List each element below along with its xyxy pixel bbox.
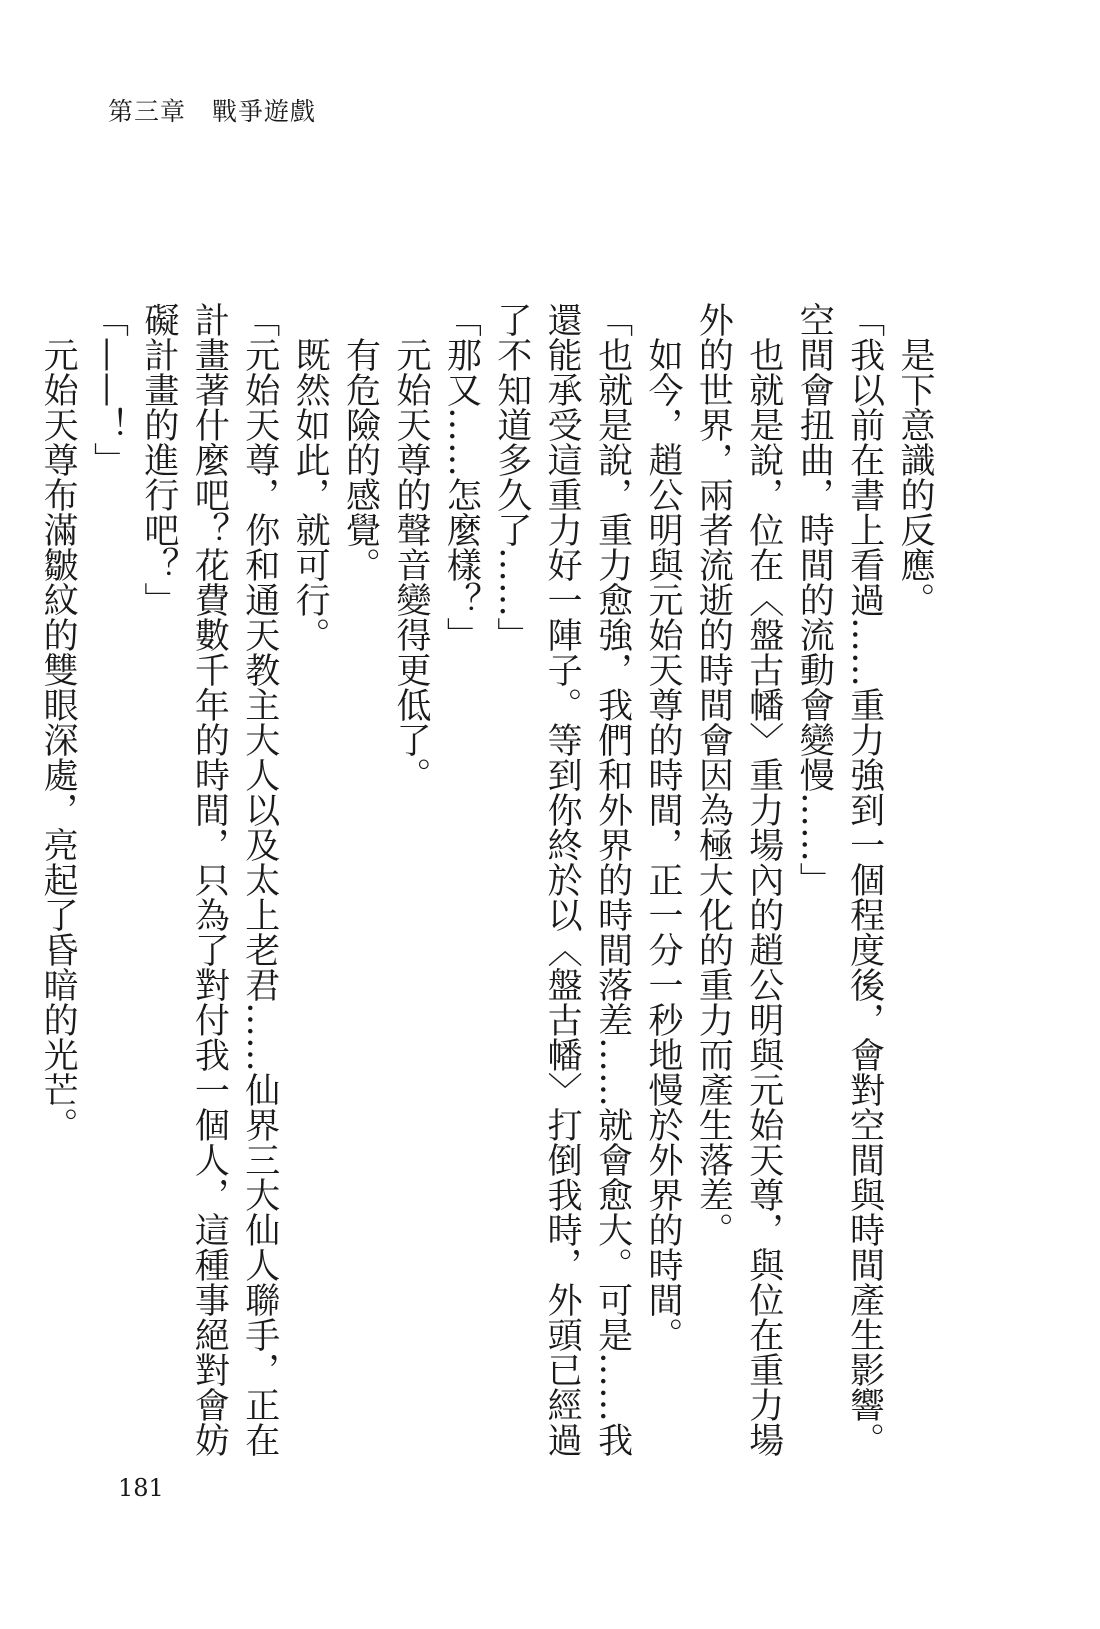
page-number: 181 [118, 1474, 164, 1502]
chapter-label: 第三章 [108, 97, 187, 126]
paragraph: 「也就是說，重力愈強，我們和外界的時間落差……就會愈大。可是……我還能承受這重力好一陣子。等到你終於以〈盤古幡〉打倒我時，外頭已經過了不知道多久了……」 [491, 302, 633, 1457]
paragraph: 元始天尊的聲音變得更低了。 [390, 337, 431, 792]
paragraph: 「元始天尊，你和通天教主大人以及太上老君……仙界三大仙人聯手，正在計畫著什麼吧？花費數千年的時間，只為了對付我一個人，這種事絕對會妨礙計畫的進行吧？」 [138, 302, 280, 1457]
paragraph: 「——！」 [88, 302, 129, 477]
paragraph: 有危險的感覺。 [340, 337, 381, 582]
paragraph: 「我以前在書上看過……重力強到一個程度後，會對空間與時間產生影響。空間會扭曲，時間的流動會變慢……」 [794, 302, 885, 1457]
paragraph: 是下意識的反應。 [895, 337, 935, 617]
paragraph: 元始天尊布滿皺紋的雙眼深處，亮起了昏暗的光芒。 [38, 337, 79, 1142]
paragraph: 也就是說，位在〈盤古幡〉重力場內的趙公明與元始天尊，與位在重力場外的世界，兩者流逝的時間會因為極大化的重力而產生落差。 [693, 302, 784, 1457]
chapter-title: 戰爭遊戲 [212, 97, 317, 126]
vertical-body-text [38, 302, 940, 1462]
paragraph: 既然如此，就可行。 [290, 337, 331, 652]
paragraph: 如今，趙公明與元始天尊的時間，正一分一秒地慢於外界的時間。 [642, 337, 683, 1352]
running-header [108, 92, 316, 128]
paragraph: 「那又……怎麼樣？」 [441, 302, 482, 652]
